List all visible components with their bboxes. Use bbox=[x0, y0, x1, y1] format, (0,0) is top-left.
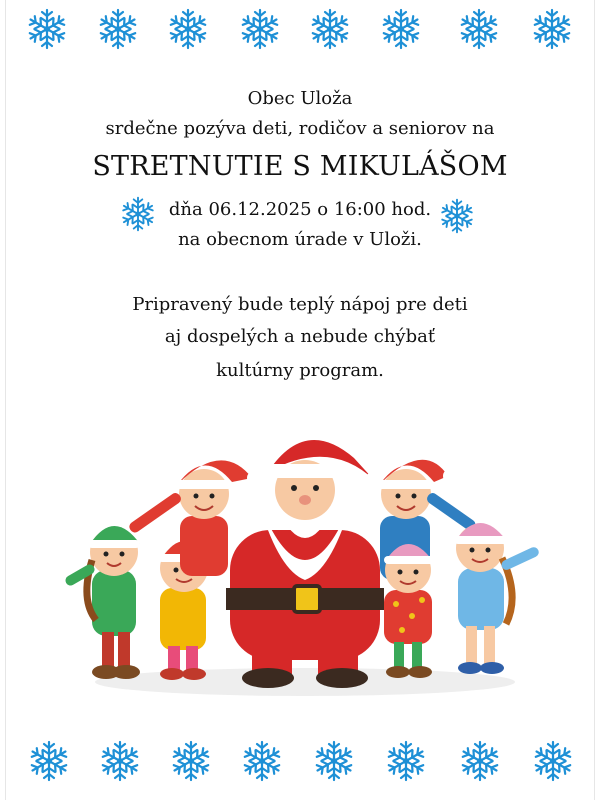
snowflake-icon bbox=[120, 196, 156, 232]
invitation-line: srdečne pozýva deti, rodičov a seniorov na bbox=[105, 118, 495, 139]
snowflake-icon bbox=[28, 740, 70, 782]
santa-with-children-illustration bbox=[62, 420, 548, 700]
bottom-snowflake-border bbox=[0, 738, 600, 788]
snowflake-icon bbox=[99, 740, 141, 782]
snowflake-icon bbox=[97, 8, 139, 50]
snowflake-icon bbox=[241, 740, 283, 782]
event-title: STRETNUTIE S MIKULÁŠOM bbox=[92, 151, 508, 182]
child-figure bbox=[454, 523, 540, 674]
snowflake-icon bbox=[458, 8, 500, 50]
snowflake-icon bbox=[239, 8, 281, 50]
snowflake-icon bbox=[26, 8, 68, 50]
event-place: na obecnom úrade v Uloži. bbox=[178, 229, 422, 250]
top-snowflake-border bbox=[0, 8, 600, 58]
event-date: dňa 06.12.2025 o 16:00 hod. bbox=[168, 199, 432, 220]
village-name: Obec Uloža bbox=[247, 88, 353, 109]
snowflake-icon bbox=[170, 740, 212, 782]
snowflake-icon bbox=[532, 740, 574, 782]
snowflake-icon bbox=[313, 740, 355, 782]
snowflake-icon bbox=[385, 740, 427, 782]
snowflake-icon bbox=[531, 8, 573, 50]
info-line-1: Pripravený bude teplý nápoj pre deti bbox=[132, 294, 468, 315]
info-line-3: kultúrny program. bbox=[216, 360, 384, 381]
snowflake-icon bbox=[167, 8, 209, 50]
child-figure bbox=[384, 544, 434, 678]
snowflake-icon bbox=[439, 198, 475, 234]
snowflake-icon bbox=[459, 740, 501, 782]
info-line-2: aj dospelých a nebude chýbať bbox=[164, 326, 436, 347]
snowflake-icon bbox=[309, 8, 351, 50]
snowflake-icon bbox=[380, 8, 422, 50]
child-figure bbox=[64, 526, 140, 679]
